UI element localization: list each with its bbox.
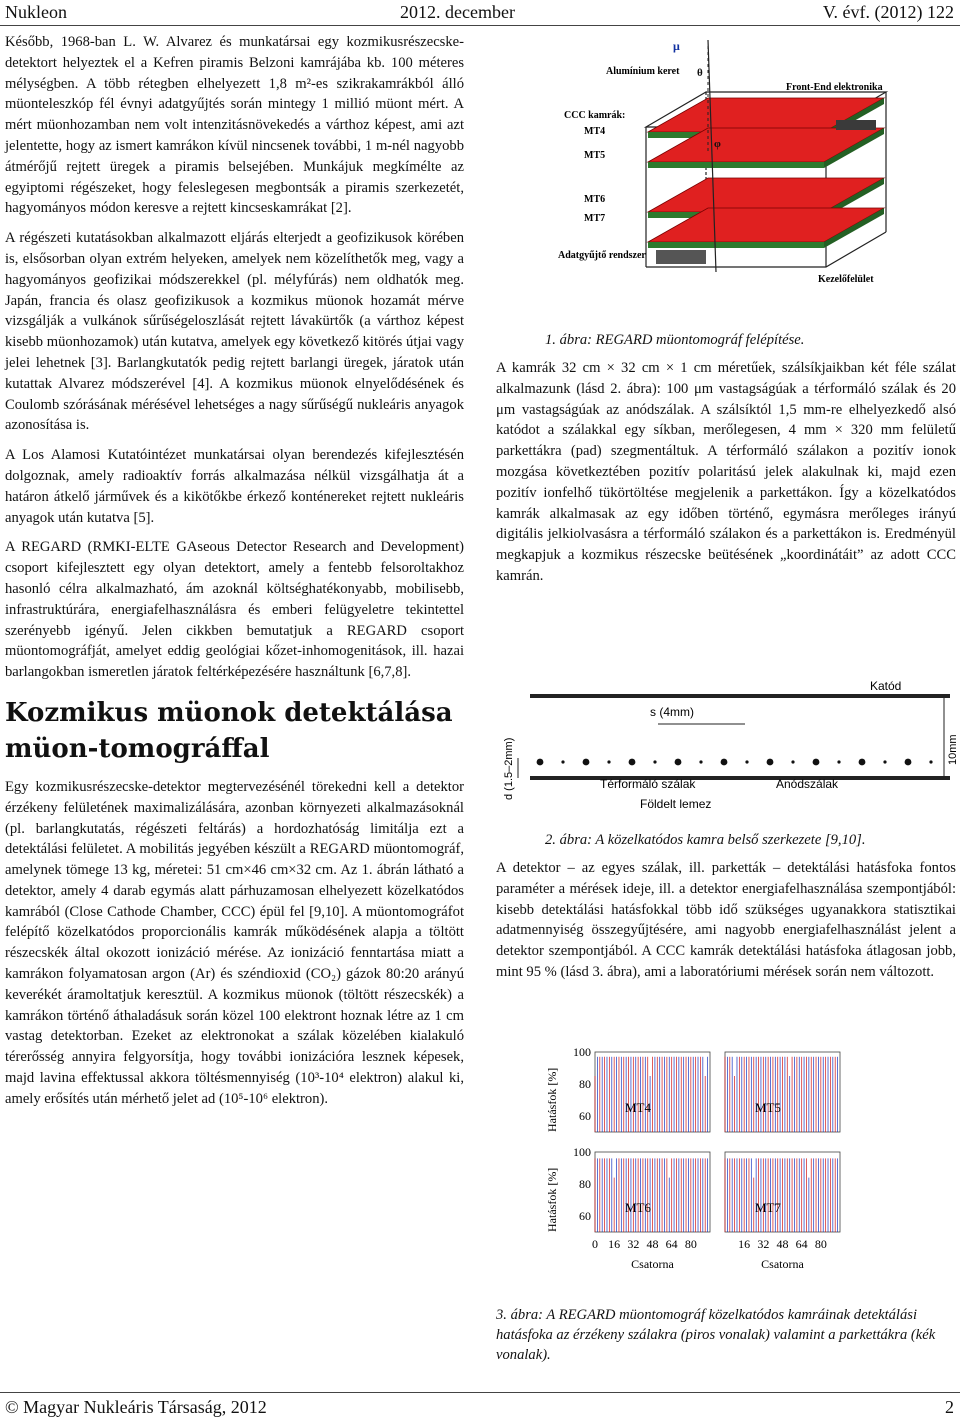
anode-wire bbox=[837, 760, 840, 763]
y-tick-label: 60 bbox=[579, 1209, 591, 1223]
left-column bbox=[5, 32, 464, 1119]
mt4-label: MT4 bbox=[584, 126, 606, 137]
y-tick-label: 80 bbox=[579, 1077, 591, 1091]
x-tick-label: 16 bbox=[608, 1237, 621, 1251]
x-tick-label: 80 bbox=[814, 1237, 827, 1251]
figure1-detector-diagram bbox=[556, 32, 956, 296]
anode-wire bbox=[561, 760, 564, 763]
journal-name: Nukleon bbox=[5, 2, 67, 22]
paragraph: A detektor – az egyes szálak, ill. parketták – detektálási hatásfoka fontos paraméter a mérések ideje, ill. a detektor energiafelhasználása szempontjából: kisebb detektálási hatásfokkal több idő szükséges ugyanakkora statisztikai adatmennyiség összegyűjtésére, ami nagyobb energiafelhasználást jelent a detektor szempontjából. A CCC kamrák detektálási hatásfoka átlagosan jobb, mint 95 % (lásd 3. ábra), ami a laboratóriumi mérések során nem változott. bbox=[496, 860, 956, 980]
field-wire bbox=[721, 759, 728, 766]
ground-plate bbox=[530, 776, 950, 780]
field-wire bbox=[905, 759, 912, 766]
figure1-caption: 1. ábra: REGARD müontomográf felépítése. bbox=[545, 332, 805, 348]
x-tick-label: 16 bbox=[738, 1237, 751, 1251]
volume-info: V. évf. (2012) 122 bbox=[822, 2, 954, 22]
footer-rule bbox=[0, 1392, 960, 1393]
anode-wire bbox=[699, 760, 702, 763]
figure2-caption: 2. ábra: A közelkatódos kamra belső szerkezete [9,10]. bbox=[545, 832, 866, 848]
x-tick-label: 80 bbox=[684, 1237, 697, 1251]
field-wire bbox=[813, 759, 820, 766]
panel-label: MT7 bbox=[755, 1200, 781, 1215]
paragraph: Később, 1968-ban L. W. Alvarez és munkatársai egy kozmikusrészecske-detektort helyeztek el a Kefren piramis Belzoni kamrájába kb. 100 méteres mélységben. A több rétegben elhelyezett 1,8 m²-es szikrakamrákból álló müonteleszkóp fél évnyi adatgyűjtés során mintegy 1 millió müont mért. A mért müonhozamban nem volt intenzitásnövekedés a várthoz képest, ami azt jelentette, hogy az ismert kamrákon kívül nincsenek további, 1 m-nél nagyobb átmérőjű rejtett üregek a piramis belsejében. Munkájuk megkímélte az egyiptomi régészeket, hogy feleslegesen megbontsák a piramis szerkezetét, hagyományos módon keresve a rejtett kincseskamrákat [2]. bbox=[5, 34, 464, 217]
field-wires-label: Térformáló szálak bbox=[600, 777, 696, 791]
x-tick-label: 64 bbox=[665, 1237, 678, 1251]
figure3-caption: 3. ábra: A REGARD müontomográf közelkatódos kamráinak detektálási hatásfoka az érzékeny szálakra (piros vonalak) valamint a parkettákra (kék vonalak). bbox=[496, 1307, 936, 1363]
y-axis-title: Hatásfok [%] bbox=[545, 1167, 559, 1232]
ground-plate-label: Földelt lemez bbox=[640, 797, 712, 811]
anode-wire bbox=[745, 760, 748, 763]
panel-label: MT6 bbox=[625, 1200, 651, 1215]
paragraph: A Los Alamosi Kutatóintézet munkatársai olyan berendezés kifejlesztésén dolgoznak, amely radioaktív forrás alkalmazása nélkül vizsgálhatja át a határon átkelő járművek és a kikötőkbe érkező konténereket rejtett nukleáris anyagok után kutatva [5]. bbox=[5, 447, 464, 526]
y-tick-label: 100 bbox=[573, 1045, 591, 1059]
field-wire bbox=[675, 759, 682, 766]
paragraph: A REGARD (RMKI-ELTE GAseous Detector Research and Development) csoport kifejlesztett egy olyan detektort, amely a fentebb felsoroltakhoz hasonló célra alkalmazható, ám azoknál költséghatékonyabb, mobilisebb, infrastruktúrára, energiafelhasználásra és emberi felügyeletre tekintettel szerényebb igényű. Jelen cikkben bemutatjuk a REGARD csoport müontomográfját, amelyet eddig geológiai kőzet-inhomogenitások, ill. hazai barlangokban ismeretlen járatok feltérképezésére használtunk [6,7,8]. bbox=[5, 539, 464, 681]
anode-wire bbox=[607, 760, 610, 763]
daq-box bbox=[656, 250, 706, 264]
frame-label: Alumínium keret bbox=[606, 66, 680, 77]
figure3-efficiency-chart bbox=[540, 1040, 860, 1290]
ui-label: Kezelőfelület bbox=[818, 274, 874, 285]
copyright: © Magyar Nukleáris Társaság, 2012 bbox=[5, 1397, 267, 1417]
theta-label: θ bbox=[697, 67, 703, 79]
x-axis-title: Csatorna bbox=[761, 1257, 804, 1271]
anode-wire bbox=[791, 760, 794, 763]
y-tick-label: 60 bbox=[579, 1109, 591, 1123]
section-title: Kozmikus müonok detektálása müon-tomográffal bbox=[5, 697, 453, 764]
x-tick-label: 32 bbox=[627, 1237, 640, 1251]
x-axis-title: Csatorna bbox=[631, 1257, 674, 1271]
paragraph: A régészeti kutatásokban alkalmazott eljárás elterjedt a geofizikusok körében is, elsősorban olyan extrém helyeken, amelyek nem közelíthetők meg, vagy a hagyományos geofizikai módszerekkel (pl. mélyfúrás) nem oldhatók meg. Japán, francia és olasz geofizikusok a kozmikus müonok hozamát mérve vizsgálják a vulkánok sűrűségeloszlását rejtett lávakürtők (a várthoz képest kisebb müonhozamok) után kutatva, amelyek egy következő kitörés útjai vagy jelei lehetnek [3]. Barlangkutatók pedig rejtett barlangi üregek, járatok után kutattak Alvarez módszerével [4]. A kozmikus müonok elnyelődésének és Coulomb szórásának mérésével lehetséges a nagy sűrűségű nukleáris anyagok azonosítása is. bbox=[5, 230, 464, 434]
mt7-label: MT7 bbox=[584, 213, 606, 224]
y-axis-title: Hatásfok [%] bbox=[545, 1067, 559, 1132]
frontend-box bbox=[836, 120, 876, 130]
x-tick-label: 32 bbox=[757, 1237, 770, 1251]
panel-label: MT4 bbox=[625, 1100, 651, 1115]
y-tick-label: 100 bbox=[573, 1145, 591, 1159]
paragraph: A kamrák 32 cm × 32 cm × 1 cm méretűek, szálsíkjaikban két féle szálat alkalmazunk (lásd 2. ábra): 100 μm vastagságúak a térformáló szálak és 20 μm vastagságúak az anódszálak. A szálsíktól 1,5 mm-re elhelyezkedő alsó katódot a szálakkal egy síkban, merőlegesen, 4 mm × 320 mm felületű parkettákra (pad) szegmentáltuk. A térformáló szálakon a pozitív ionok mozgása következtében pozitív polaritású jelek alakulnak ki, majd ezen pozitív ionfelhő tükörtöltése megjelenik a parkettákon. Így a közelkatódos kamrák alkalmasak az egy időben történő, egymásra merőleges irányú digitális jelkiolvasásra a térformáló szálakon és a parkettákon is. Eredményül megkapjuk a kozmikus részecske beütésének „koordinátáit” az adott CCC kamrán. bbox=[496, 360, 956, 584]
anode-wire bbox=[883, 760, 886, 763]
height-label: 10mm bbox=[947, 734, 959, 765]
page-number: 2 bbox=[945, 1397, 954, 1417]
phi-label: φ bbox=[714, 138, 721, 150]
spacing-label: s (4mm) bbox=[650, 705, 694, 719]
anode-wires-label: Anódszálak bbox=[776, 777, 839, 791]
ccc-label: CCC kamrák: bbox=[564, 110, 626, 121]
mu-label: μ bbox=[673, 39, 680, 53]
mt5-label: MT5 bbox=[584, 150, 606, 161]
daq-label: Adatgyűjtő rendszer bbox=[558, 250, 646, 261]
field-wire bbox=[767, 759, 774, 766]
cathode-label: Katód bbox=[870, 679, 902, 693]
y-tick-label: 80 bbox=[579, 1177, 591, 1191]
right-column-top bbox=[496, 358, 956, 596]
x-tick-label: 48 bbox=[646, 1237, 659, 1251]
figure2-chamber-structure bbox=[500, 670, 960, 820]
paragraph: Egy kozmikusrészecske-detektor megtervezésénél törekedni kell a detektor érzékeny felületének maximalizálására, azonban környezeti alkalmazásoknál (pl. barlangkutatás, régészeti feltárás) a hordozhatóság limitálja ezt a detektálási felületet. A mobilitás jegyében készült a REGARD müontomográf, amelynek tömege 13 kg, méretei: 51 cm×46 cm×32 cm. Az 1. ábrán látható a detektor, amely 4 darab egymás alatt párhuzamosan elhelyezett közelkatódos kamrából (Close Cathode Chamber, CCC) épül fel [9,10]. A müontomográfot felépítő közelkatódos proporcionális kamrák működésének alapja a töltött részecskék által okozott ionizáció mérése. Az ionizáció fenntartása miatt a kamrákon folyamatosan argon (Ar) és széndioxid (CO₂) gázok 80:20 arányú keverékét áramoltatjuk keresztül. A kozmikus müonok (töltött részecskék) a kamrákon történő áthaladásuk során közel 100 elektront hoznak létre az 1 cm vastag detektorban. Ezeket az elektronokat a szálak közelében kialakuló térerősség annyira felgyorsítja, hogy további ionizációra lesznek képesek, majd lavina effektussal akkora töltésmennyiség (10³-10⁴ elektron) alakul ki, amely erősítés után mérhető jelet ad (10⁵-10⁶ elektron). bbox=[5, 778, 464, 1107]
x-tick-label: 0 bbox=[592, 1237, 598, 1251]
field-wire bbox=[537, 759, 544, 766]
page-header bbox=[0, 0, 960, 26]
x-tick-label: 64 bbox=[795, 1237, 808, 1251]
mt6-label: MT6 bbox=[584, 194, 606, 205]
issue-date: 2012. december bbox=[400, 2, 515, 22]
field-wire bbox=[629, 759, 636, 766]
cathode-plate bbox=[530, 694, 950, 698]
frontend-label: Front-End elektronika bbox=[786, 82, 883, 93]
panel-label: MT5 bbox=[755, 1100, 781, 1115]
field-wire bbox=[859, 759, 866, 766]
anode-wire bbox=[653, 760, 656, 763]
header-rule bbox=[0, 25, 960, 26]
anode-wire bbox=[929, 760, 932, 763]
right-column-middle bbox=[496, 858, 956, 992]
x-tick-label: 48 bbox=[776, 1237, 789, 1251]
field-wire bbox=[583, 759, 590, 766]
gap-label: d (1.5–2mm) bbox=[503, 737, 515, 800]
